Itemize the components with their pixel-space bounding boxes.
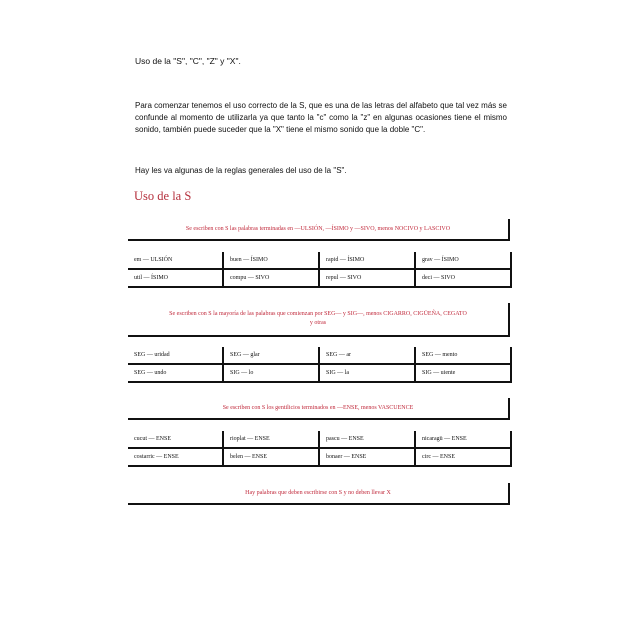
rule-box: Se escriben con S la mayoría de las palabras que comienzan por SEG— y SIG—, menos CIGARRO, CIGÜEÑA, CEGATO y otras (128, 303, 510, 337)
intro-paragraph: Para comenzar tenemos el uso correcto de la S, que es una de las letras del alfabeto que tal vez más se confunde al momento de utilizarla ya que tanto la "c" como la "z" en algunas ocasiones tiene el mismo sonido, también puede suceder que la "X" tiene el mismo sonido que la doble "C". (135, 101, 507, 134)
example-table (128, 252, 512, 288)
table-cell: util — ÍSIMO (128, 270, 224, 288)
rule-box: Se escriben con S las palabras terminadas en —ULSIÓN, —ÍSIMO y —SIVO, menos NOCIVO y LASCIVO (128, 219, 510, 241)
table-cell: nicaragü — ENSE (416, 431, 512, 449)
table-cell: bonaer — ENSE (320, 449, 416, 467)
table-cell: deci — SIVO (416, 270, 512, 288)
table-cell: cucut — ENSE (128, 431, 224, 449)
table-cell: rioplat — ENSE (224, 431, 320, 449)
table-cell: SEG — glar (224, 347, 320, 365)
intro-title: Uso de la "S", "C", "Z" y "X". (135, 56, 241, 66)
table-cell: SIG — la (320, 365, 416, 383)
example-table (128, 431, 512, 467)
table-cell: SEG — uridad (128, 347, 224, 365)
table-cell: belen — ENSE (224, 449, 320, 467)
table-cell: em — ULSIÓN (128, 252, 224, 270)
table-cell: costarric — ENSE (128, 449, 224, 467)
table-cell: buen — ÍSIMO (224, 252, 320, 270)
table-cell: SIG — lo (224, 365, 320, 383)
rules-intro-paragraph: Hay les va algunas de la reglas generales del uso de la "S". (135, 166, 347, 175)
table-cell: pascu — ENSE (320, 431, 416, 449)
table-cell: rapid — ÍSIMO (320, 252, 416, 270)
table-cell: circ — ENSE (416, 449, 512, 467)
rule-box: Hay palabras que deben escribirse con S y no deben llevar X (128, 483, 510, 505)
table-cell: SEG — undo (128, 365, 224, 383)
table-cell: grav — ÍSIMO (416, 252, 512, 270)
example-table (128, 347, 512, 383)
table-cell: compu — SIVO (224, 270, 320, 288)
table-cell: SEG — mento (416, 347, 512, 365)
table-cell: SIG — uiente (416, 365, 512, 383)
table-cell: repul — SIVO (320, 270, 416, 288)
table-cell: SEG — ar (320, 347, 416, 365)
section-title: Uso de la S (134, 189, 192, 203)
rule-box: Se escriben con S los gentilicios terminados en —ENSE, menos VASCUENCE (128, 398, 510, 420)
